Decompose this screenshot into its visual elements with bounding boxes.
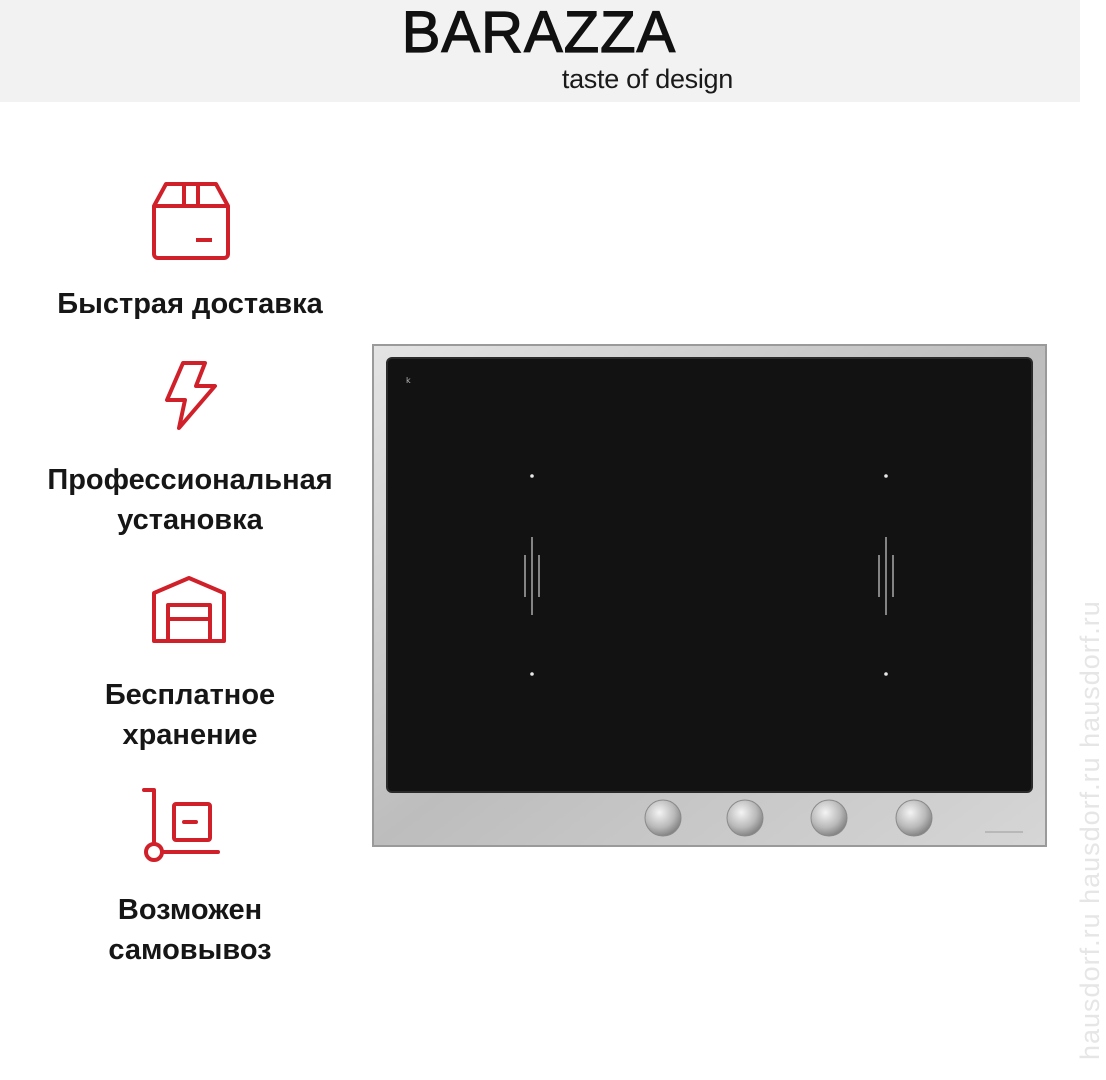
svg-text:k: k	[406, 376, 411, 385]
lightning-icon	[163, 360, 219, 432]
box-icon	[150, 180, 232, 260]
feature-label-pickup: Возможен самовывоз	[108, 894, 272, 966]
brand-tagline: taste of design	[561, 64, 733, 94]
feature-label-installation: Профессиональная установка	[47, 464, 333, 536]
feature-label-storage: Бесплатное хранение	[104, 679, 276, 751]
svg-text:BARAZZA: BARAZZA	[401, 0, 677, 65]
brand-logo	[343, 0, 735, 65]
warehouse-icon	[150, 575, 228, 645]
header-bar	[0, 0, 1080, 102]
watermark: hausdorf.ru hausdorf.ru hausdorf.ru	[1075, 600, 1105, 1060]
induction-hob-image	[373, 345, 1046, 846]
hand-truck-icon	[140, 786, 222, 864]
feature-label-delivery: Быстрая доставка	[57, 288, 323, 320]
